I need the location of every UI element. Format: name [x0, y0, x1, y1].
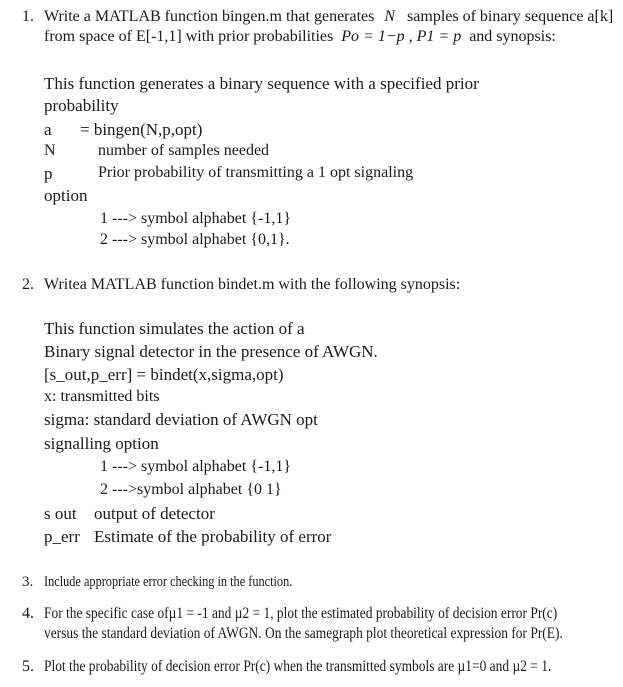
synopsis-2-line-4: x: transmitted bits	[44, 388, 160, 405]
item-5-text: Plot the probability of decision error Pr(c) when the transmitted symbols are µ1=0 and µ2 = 1.	[44, 658, 552, 675]
synopsis-2-line-6: signalling option	[44, 434, 159, 453]
synopsis-2-line-1: This function simulates the action of a	[44, 319, 305, 338]
synopsis-1-description-1: This function generates a binary sequence with a specified prior	[44, 74, 479, 93]
synopsis-1-key-a: a	[44, 120, 52, 139]
item-4-number: 4.	[22, 605, 34, 622]
item-3-text: Include appropriate error checking in the function.	[44, 574, 293, 590]
item-1-text-2: from space of E[-1,1] with prior probabilities	[44, 28, 334, 45]
item-1-line-2	[44, 28, 556, 46]
item-1-prior-probabilities: Po = 1−p , P1 = p	[341, 28, 462, 45]
synopsis-2-line-5: sigma: standard deviation of AWGN opt	[44, 410, 318, 429]
synopsis-2-value-p-err: Estimate of the probability of error	[94, 527, 332, 546]
synopsis-2-value-s-out: output of detector	[94, 504, 215, 523]
synopsis-1-description-2: probability	[44, 96, 119, 115]
synopsis-2-line-2: Binary signal detector in the presence of AWGN.	[44, 342, 378, 361]
synopsis-1-key-n: N	[44, 142, 56, 159]
item-4-line-1: For the specific case ofµ1 = -1 and µ2 = 1, plot the estimated probability of decision error Pr(c)	[44, 605, 558, 622]
item-1-line-1	[44, 8, 613, 26]
synopsis-1-key-p: p	[44, 164, 53, 183]
synopsis-2-option-2: 2 --->symbol alphabet {0 1}	[100, 481, 282, 498]
synopsis-1-value-p: Prior probability of transmitting a 1 opt signaling	[98, 164, 414, 181]
synopsis-1-value-n: number of samples needed	[98, 142, 270, 159]
item-5-number: 5.	[22, 658, 34, 675]
synopsis-2-option-1: 1 ---> symbol alphabet {-1,1}	[100, 458, 292, 475]
synopsis-2-key-p-err: p_err	[44, 527, 80, 546]
item-4-line-2: versus the standard deviation of AWGN. On the samegraph plot theoretical expression for Pr(E).	[44, 625, 563, 642]
item-1-number: 1.	[22, 8, 34, 25]
item-1-var-n: N	[384, 8, 396, 25]
synopsis-1-option-2: 2 ---> symbol alphabet {0,1}.	[100, 231, 290, 248]
item-2-number: 2.	[22, 276, 34, 293]
synopsis-2-line-3: [s_out,p_err] = bindet(x,sigma,opt)	[44, 365, 284, 384]
synopsis-2-key-s-out: s out	[44, 504, 77, 523]
item-1-text: Write a MATLAB function bingen.m that generates	[44, 8, 375, 25]
synopsis-1-option-label: option	[44, 186, 88, 205]
item-3-number: 3.	[22, 574, 34, 590]
item-1-text-tail: samples of binary sequence a[k]	[407, 8, 614, 25]
item-1-text-2-tail: and synopsis:	[469, 28, 556, 45]
item-2-text: Writea MATLAB function bindet.m with the following synopsis:	[44, 276, 461, 293]
synopsis-1-value-a: = bingen(N,p,opt)	[80, 120, 203, 139]
synopsis-1-option-1: 1 ---> symbol alphabet {-1,1}	[100, 210, 292, 227]
